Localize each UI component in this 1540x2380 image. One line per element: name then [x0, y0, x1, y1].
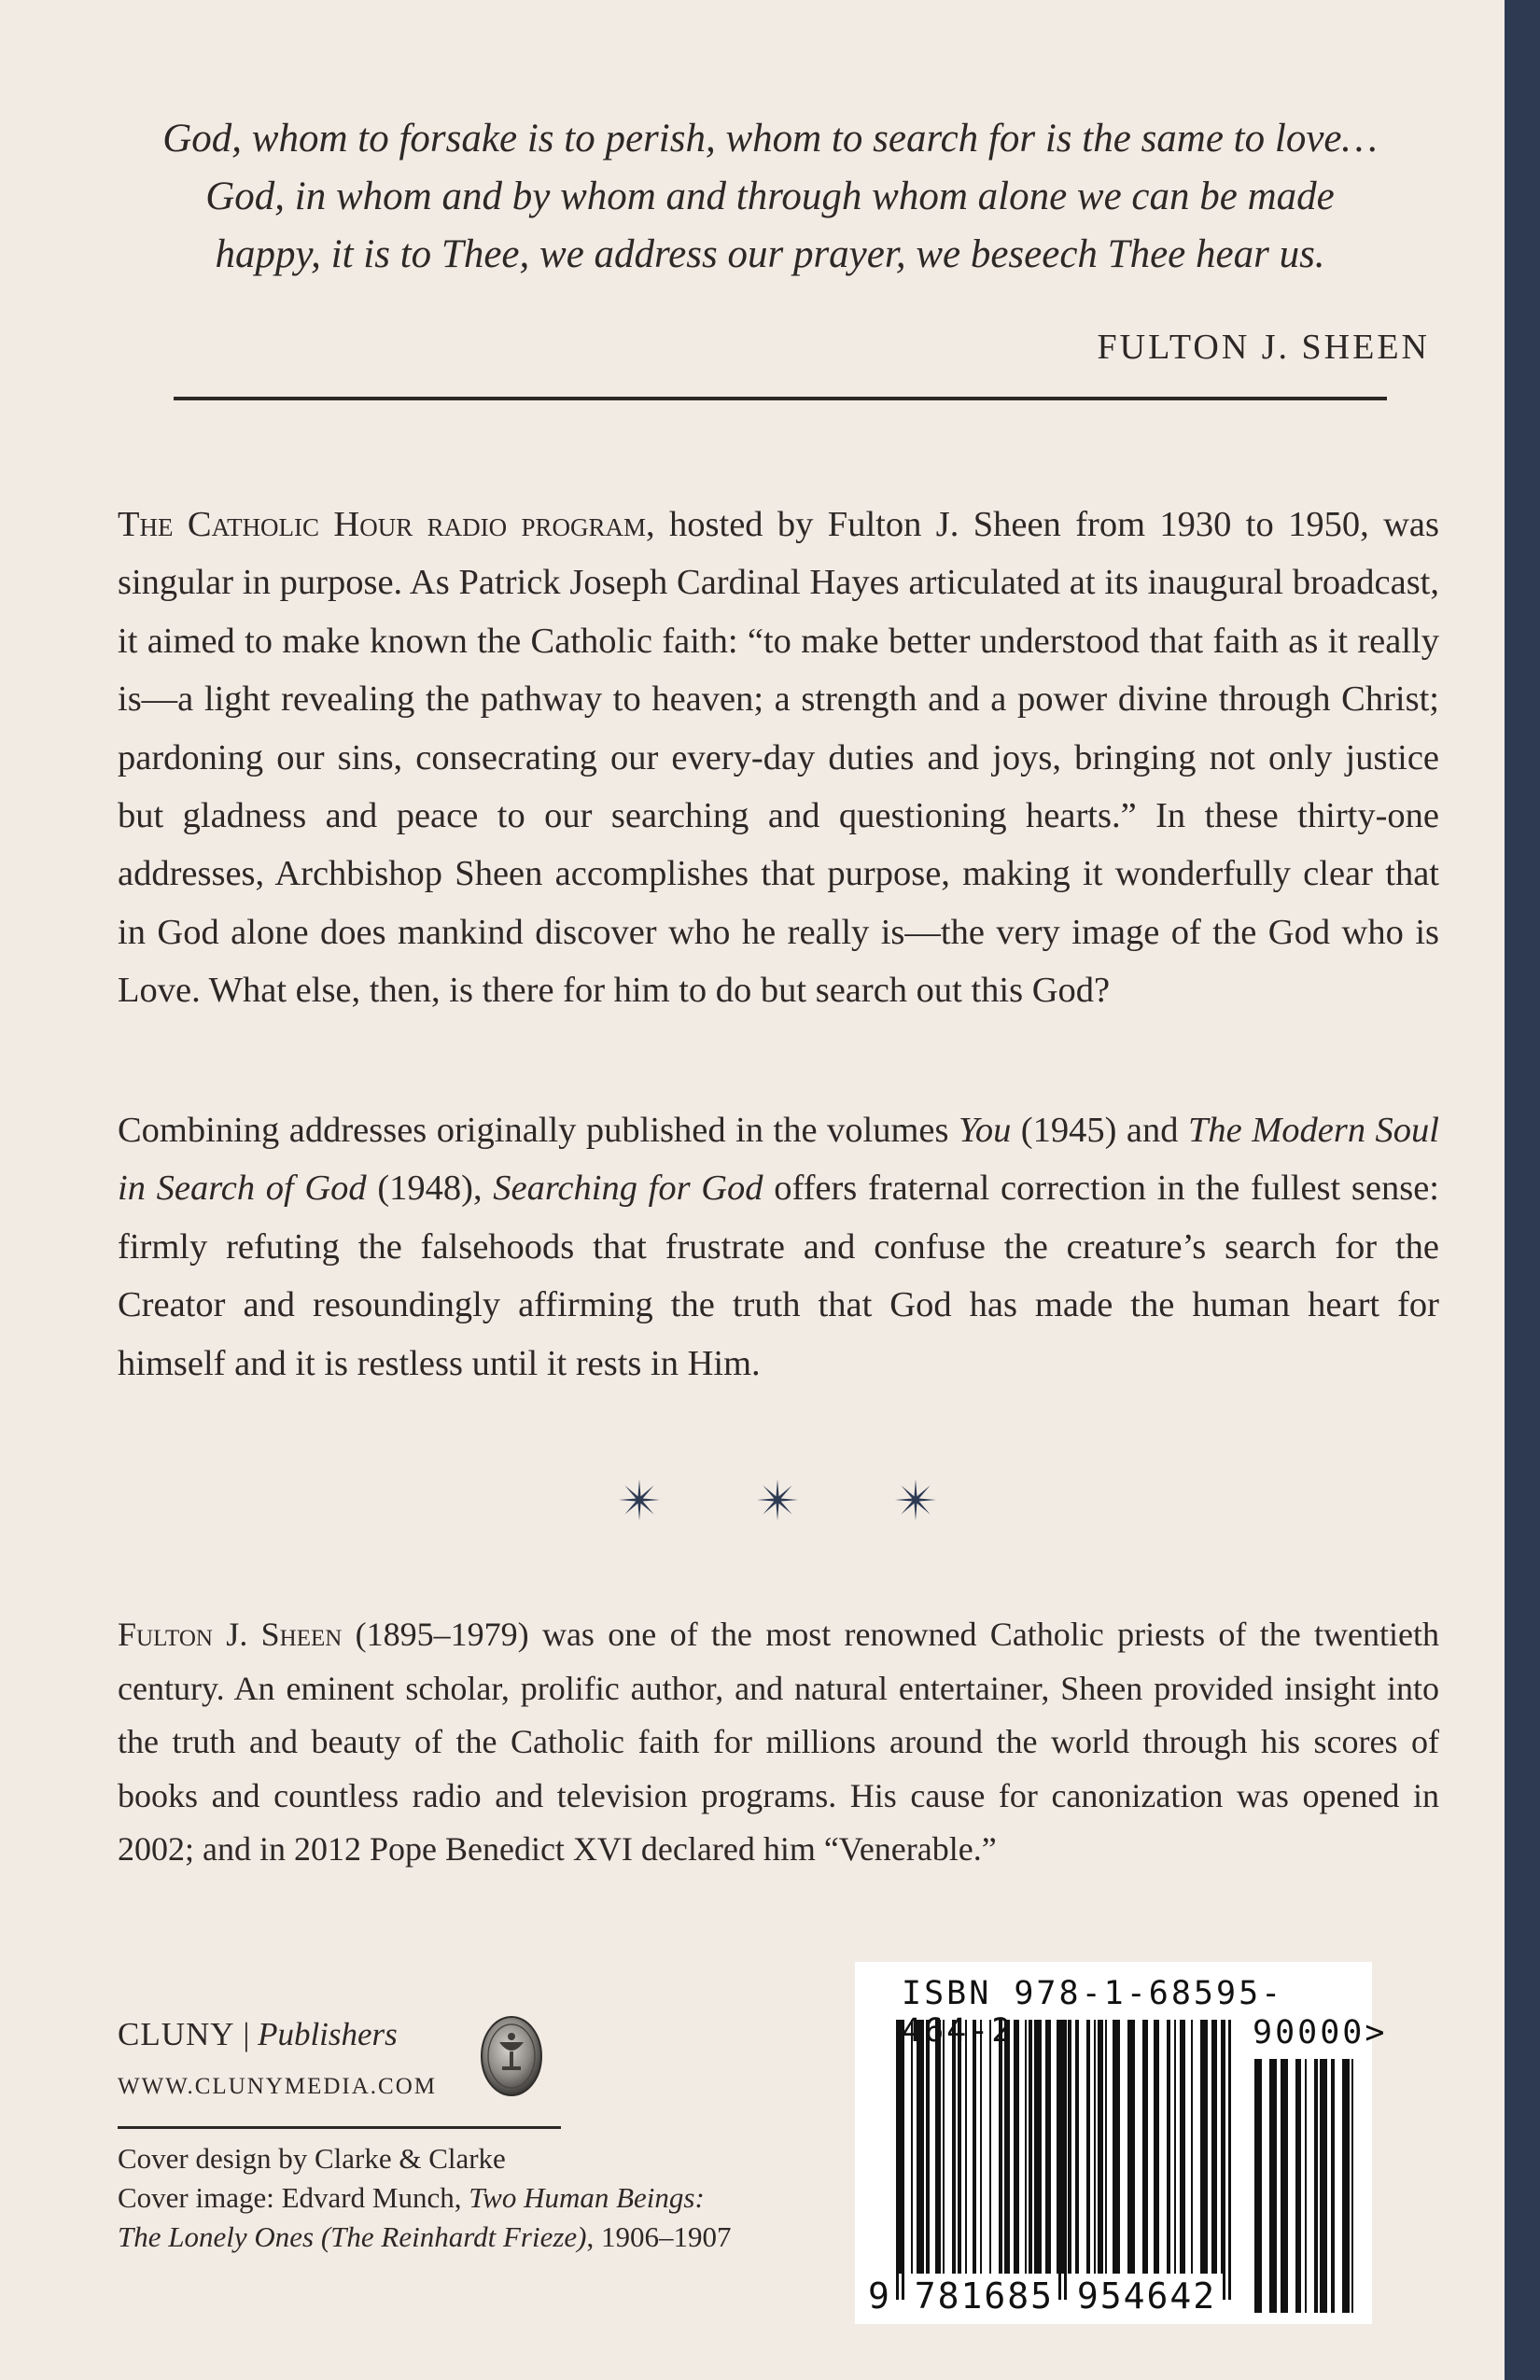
publisher-website: WWW.CLUNYMEDIA.COM: [118, 2074, 437, 2099]
quote-line-2: God, in whom and by whom and through whom alone we can be made: [205, 175, 1335, 218]
ornament-divider: [0, 1467, 1540, 1533]
paragraph-1-text: , hosted by Fulton J. Sheen from 1930 to 1950, was singular in purpose. As Patrick Joseph Cardinal Hayes articulated at its inaugural broadcast, it aimed to make known the Catholic faith: “to make better understood that faith as it really is—a light revealing the pathway to heaven; a strength and a power divine through Christ; pardoning our sins, consecrating our every-day duties and joys, bringing not only justice but gladness and peace to our searching and questioning hearts.” In these thirty-one addresses, Archbishop Sheen accomplishes that purpose, making it wonderfully clear that in God alone does mankind discover who he really is—the very image of the God who is Love. What else, then, is there for him to do but search out this God?: [118, 505, 1439, 1011]
book-title-searching: Searching for God: [493, 1169, 763, 1209]
publisher-separator: |: [234, 2016, 259, 2052]
cover-image-credit-line-1: [118, 2178, 827, 2218]
cover-credits: [118, 2139, 827, 2257]
star-ornament-icon: [749, 1467, 805, 1533]
spine-strip: [1505, 0, 1540, 2380]
divider-rule: [174, 397, 1387, 400]
cover-image-title-b: The Lonely Ones (The Reinhardt Frieze): [118, 2220, 587, 2253]
quote-attribution: FULTON J. SHEEN: [1097, 328, 1430, 367]
publisher-sub: Publishers: [258, 2016, 398, 2052]
author-bio-text: (1895–1979) was one of the most renowned Catholic priests of the twentieth century. An eminent scholar, prolific author, and natural entertainer, Sheen provided insight into the truth and beauty of the Catholic faith for millions around the world through his scores of books and countless radio and television programs. His cause for canonization was opened in 2002; and in 2012 Pope Benedict XVI declared him “Venerable.”: [118, 1616, 1440, 1868]
paragraph-2-text-a: Combining addresses originally published in the volumes: [118, 1111, 959, 1150]
author-bio-paragraph: [118, 1608, 1439, 1877]
cover-image-prefix: Cover image: Edvard Munch,: [118, 2181, 469, 2214]
publisher-seal-icon: [479, 2014, 544, 2098]
author-name-lead: Fulton J. Sheen: [118, 1616, 343, 1653]
star-ornament-icon: [611, 1467, 667, 1533]
isbn-barcode: [855, 1962, 1388, 2324]
ean-digits: 9 781685 954642: [868, 2275, 1217, 2317]
cover-image-credit-line-2: [118, 2218, 827, 2257]
quote-line-3: happy, it is to Thee, we address our prayer, we beseech Thee hear us.: [215, 232, 1325, 276]
paragraph-2-text-d: offers fraternal correction in the fullest sense: firmly refuting the falsehoods that frustrate and confuse the creature’s search for the Creator and resoundingly affirming the truth that God has made the human heart for himself and it is restless until it rests in Him.: [118, 1169, 1439, 1383]
publisher-rule: [118, 2126, 561, 2129]
star-ornament-icon: [888, 1467, 944, 1533]
cover-image-title-a: Two Human Beings:: [469, 2181, 705, 2214]
publisher-imprint: [118, 2016, 398, 2053]
publisher-name: CLUNY: [118, 2016, 235, 2052]
book-title-you: You: [958, 1111, 1012, 1150]
cover-design-credit: Cover design by Clarke & Clarke: [118, 2142, 506, 2175]
price-code: 90000>: [1253, 2014, 1388, 2051]
description-paragraph-2: [118, 1101, 1439, 1393]
book-title-modern-soul: The Modern Soul in Search of God: [118, 1111, 1439, 1209]
program-title-lead: The Catholic Hour radio program: [118, 505, 647, 544]
paragraph-2-text-c: (1948),: [366, 1169, 494, 1209]
epigraph-quote: [140, 110, 1400, 284]
paragraph-2-text-b: (1945) and: [1011, 1111, 1188, 1150]
description-paragraph-1: [118, 496, 1439, 1020]
isbn-number: ISBN 978-1-68595-464-2: [902, 1975, 1284, 2050]
cover-image-suffix: , 1906–1907: [586, 2220, 732, 2253]
quote-line-1: God, whom to forsake is to perish, whom to search for is the same to love…: [162, 117, 1378, 161]
